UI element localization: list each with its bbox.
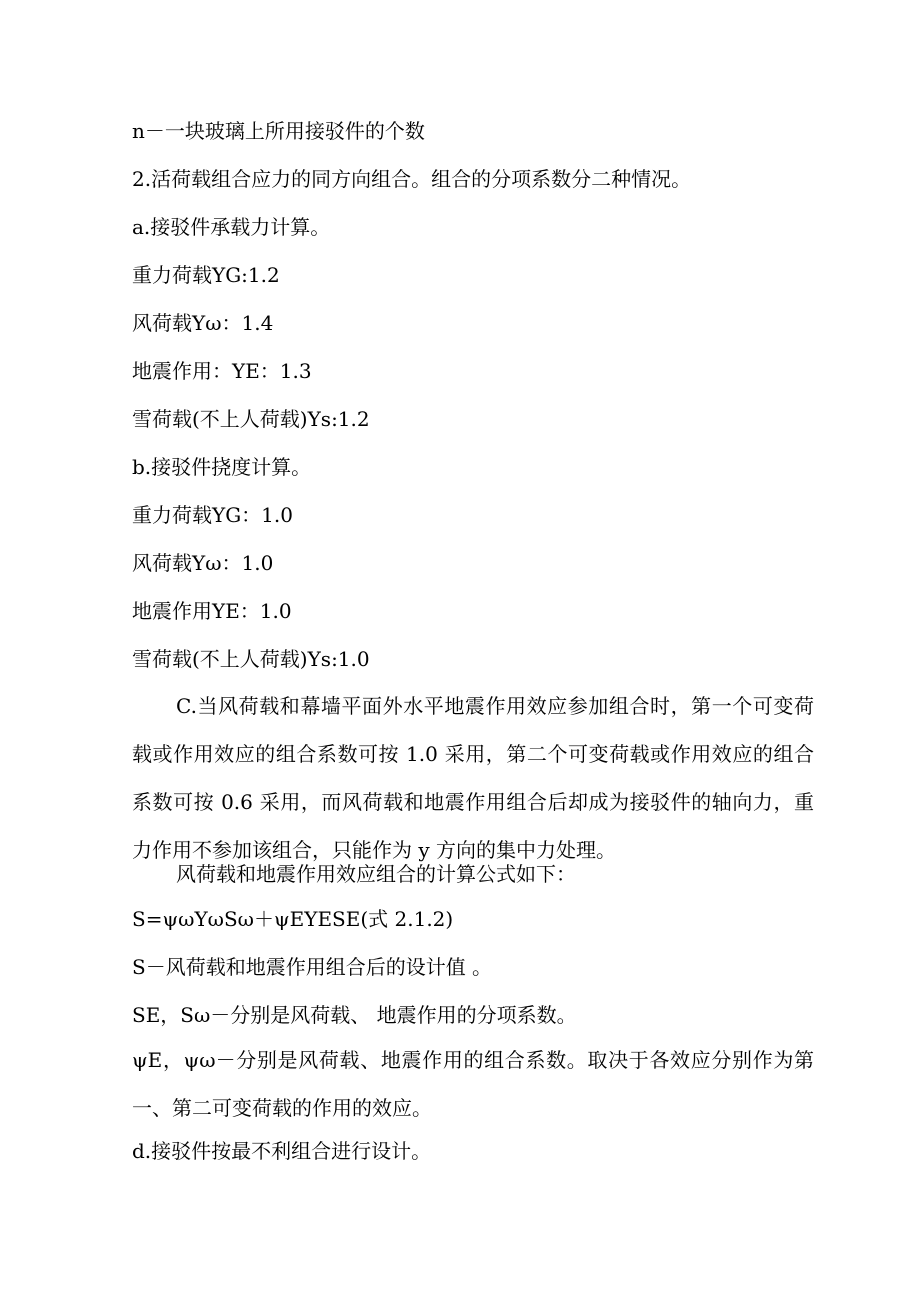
- formula-intro: 风荷载和地震作用效应组合的计算公式如下：: [176, 862, 576, 886]
- paragraph-c: C.当风荷载和幕墙平面外水平地震作用效应参加组合时，第一个可变荷载或作用效应的组合系数可按 1.0 采用，第二个可变荷载或作用效应的组合系数可按 0.6 采用，而风荷载和地震作用组合后却成为接驳件的轴向力，重力作用不参加该组合，只能作为 y 方向的集中力处理。: [132, 694, 814, 862]
- coefficient-seismic-a: 地震作用：ΥE：1.3: [132, 359, 312, 383]
- definition-s: S－风荷载和地震作用组合后的设计值 。: [132, 955, 493, 979]
- section-2-heading: 2.活荷载组合应力的同方向组合。组合的分项系数分二种情况。: [132, 167, 692, 191]
- subsection-b-heading: b.接驳件挠度计算。: [132, 455, 312, 479]
- definition-psi: ψE，ψω－分别是风荷载、地震作用的组合系数。取决于各效应分别作为第一、第二可变荷载的作用的效应。: [132, 1048, 814, 1120]
- definition-se-sw: SE，Sω－分别是风荷载、 地震作用的分项系数。: [132, 1003, 577, 1027]
- coefficient-gravity-a: 重力荷载ΥG:1.2: [132, 263, 280, 287]
- subsection-a-heading: a.接驳件承载力计算。: [132, 215, 331, 239]
- formula-2-1-2: S=ψωΥωSω＋ψEΥESE(式 2.1.2): [132, 907, 454, 931]
- coefficient-snow-a: 雪荷载(不上人荷载)Υs:1.2: [132, 407, 370, 431]
- definition-n: n－一块玻璃上所用接驳件的个数: [132, 119, 425, 143]
- subsection-d-heading: d.接驳件按最不利组合进行设计。: [132, 1139, 432, 1163]
- coefficient-seismic-b: 地震作用ΥE：1.0: [132, 599, 292, 623]
- coefficient-wind-b: 风荷载Υω：1.0: [132, 551, 274, 575]
- coefficient-wind-a: 风荷载Υω：1.4: [132, 311, 274, 335]
- coefficient-gravity-b: 重力荷载ΥG：1.0: [132, 503, 293, 527]
- coefficient-snow-b: 雪荷载(不上人荷载)Υs:1.0: [132, 647, 370, 671]
